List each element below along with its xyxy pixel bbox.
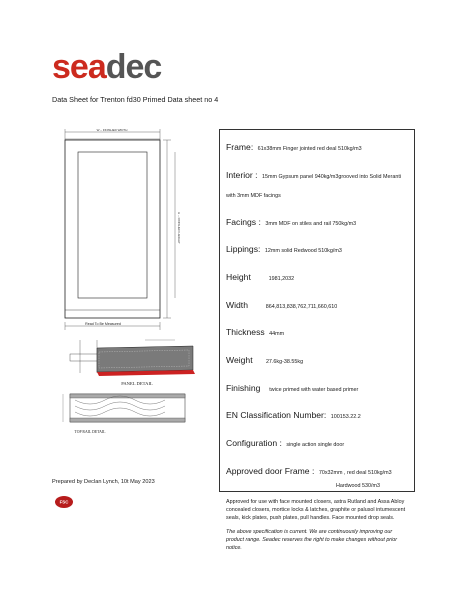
fsc-badge-text: FSC: [59, 499, 69, 505]
top-rail-detail-section: [63, 394, 185, 422]
spec-value: 1981,2032: [268, 275, 295, 282]
door-technical-drawing: [55, 128, 210, 458]
spec-height: [226, 266, 408, 285]
logo-part-sea: sea: [52, 48, 106, 86]
spec-frame: [226, 136, 408, 155]
spec-label: EN Classification Number:: [226, 410, 327, 421]
spec-label: Approved door Frame :: [226, 465, 315, 476]
spec-value: 3mm MDF on stiles and rail 750kg/m3: [265, 220, 357, 227]
spec-value: 44mm: [269, 331, 285, 338]
spec-value: 15mm Gypsum panel 940kg/m3grooved into Solid Meranti with 3mm MDF facings: [226, 173, 402, 199]
spec-hardwood: Hardwood 530/m3: [335, 483, 380, 490]
height-dimension: [163, 140, 175, 318]
door-elevation: [65, 140, 160, 318]
spec-label: Configuration :: [226, 438, 282, 449]
spec-configuration: [226, 432, 408, 451]
approved-use-text: Approved for use with face mounted closers, astra Rutland and Assa Abloy concealed closers, mortice locks & latches, graphite or palusol intumescent seals, kick plates, push plates, pull handles. Face mounted drop seals.: [226, 499, 406, 522]
disclaimer-text: The above specification is current. We are continuously improving our product range. Seadec reserves the right to make changes without prior notice.: [226, 528, 398, 551]
spec-lippings: [226, 238, 408, 257]
spec-value: 27.6kg-38.55kg: [265, 359, 304, 365]
spec-width: [226, 294, 408, 313]
seadec-logo: [52, 50, 161, 84]
spec-label: Lippings:: [226, 244, 261, 255]
spec-label: Frame:: [226, 142, 254, 152]
spec-value: 864,813,838,762,711,660,610: [265, 303, 338, 310]
spec-label: Thickness: [226, 327, 265, 338]
spec-interior: [226, 164, 408, 202]
panel-detail-caption: PANEL DETAIL: [121, 381, 153, 386]
logo-part-dec: dec: [105, 48, 162, 86]
fsc-badge: [54, 495, 74, 509]
spec-thickness: [226, 321, 408, 340]
spec-weight: [226, 349, 408, 368]
specification-panel: [219, 129, 415, 551]
spec-label: Interior :: [226, 169, 258, 180]
rebate-note: Read To Be Measured: [85, 322, 121, 326]
document-title: Data Sheet for Trenton fd30 Primed Data sheet no 4: [52, 95, 219, 104]
spec-approved-frame: [226, 460, 408, 479]
spec-label: Finishing: [226, 382, 261, 393]
spec-value: 100153.22.2: [330, 414, 361, 421]
spec-label: Facings :: [226, 216, 261, 227]
spec-label: Weight: [226, 355, 253, 365]
spec-value: 70x32mm , red deal 510kg/m3: [318, 469, 392, 476]
width-dimension-label: W – FINISHED WIDTH: [96, 128, 128, 132]
height-dimension-label: H – FINISHED HEIGHT: [177, 212, 181, 244]
spec-value: 61x38mm Finger jointed red deal 510kg/m3: [257, 146, 362, 152]
spec-facings: [226, 211, 408, 230]
prepared-by: Prepared by Declan Lynch, 10t May 2023: [52, 479, 155, 485]
spec-en-classification: [226, 404, 408, 423]
spec-value: single action single door: [286, 442, 345, 449]
spec-value: 12mm solid Redwood 510kg/m3: [264, 248, 342, 255]
spec-finishing: [226, 377, 408, 396]
top-rail-detail-caption: TOP RAIL DETAIL: [74, 430, 106, 434]
panel-detail-section: [70, 340, 195, 376]
spec-value: twice primed with water based primer: [269, 386, 359, 393]
spec-label: Width: [226, 299, 248, 310]
spec-label: Height: [226, 271, 251, 282]
